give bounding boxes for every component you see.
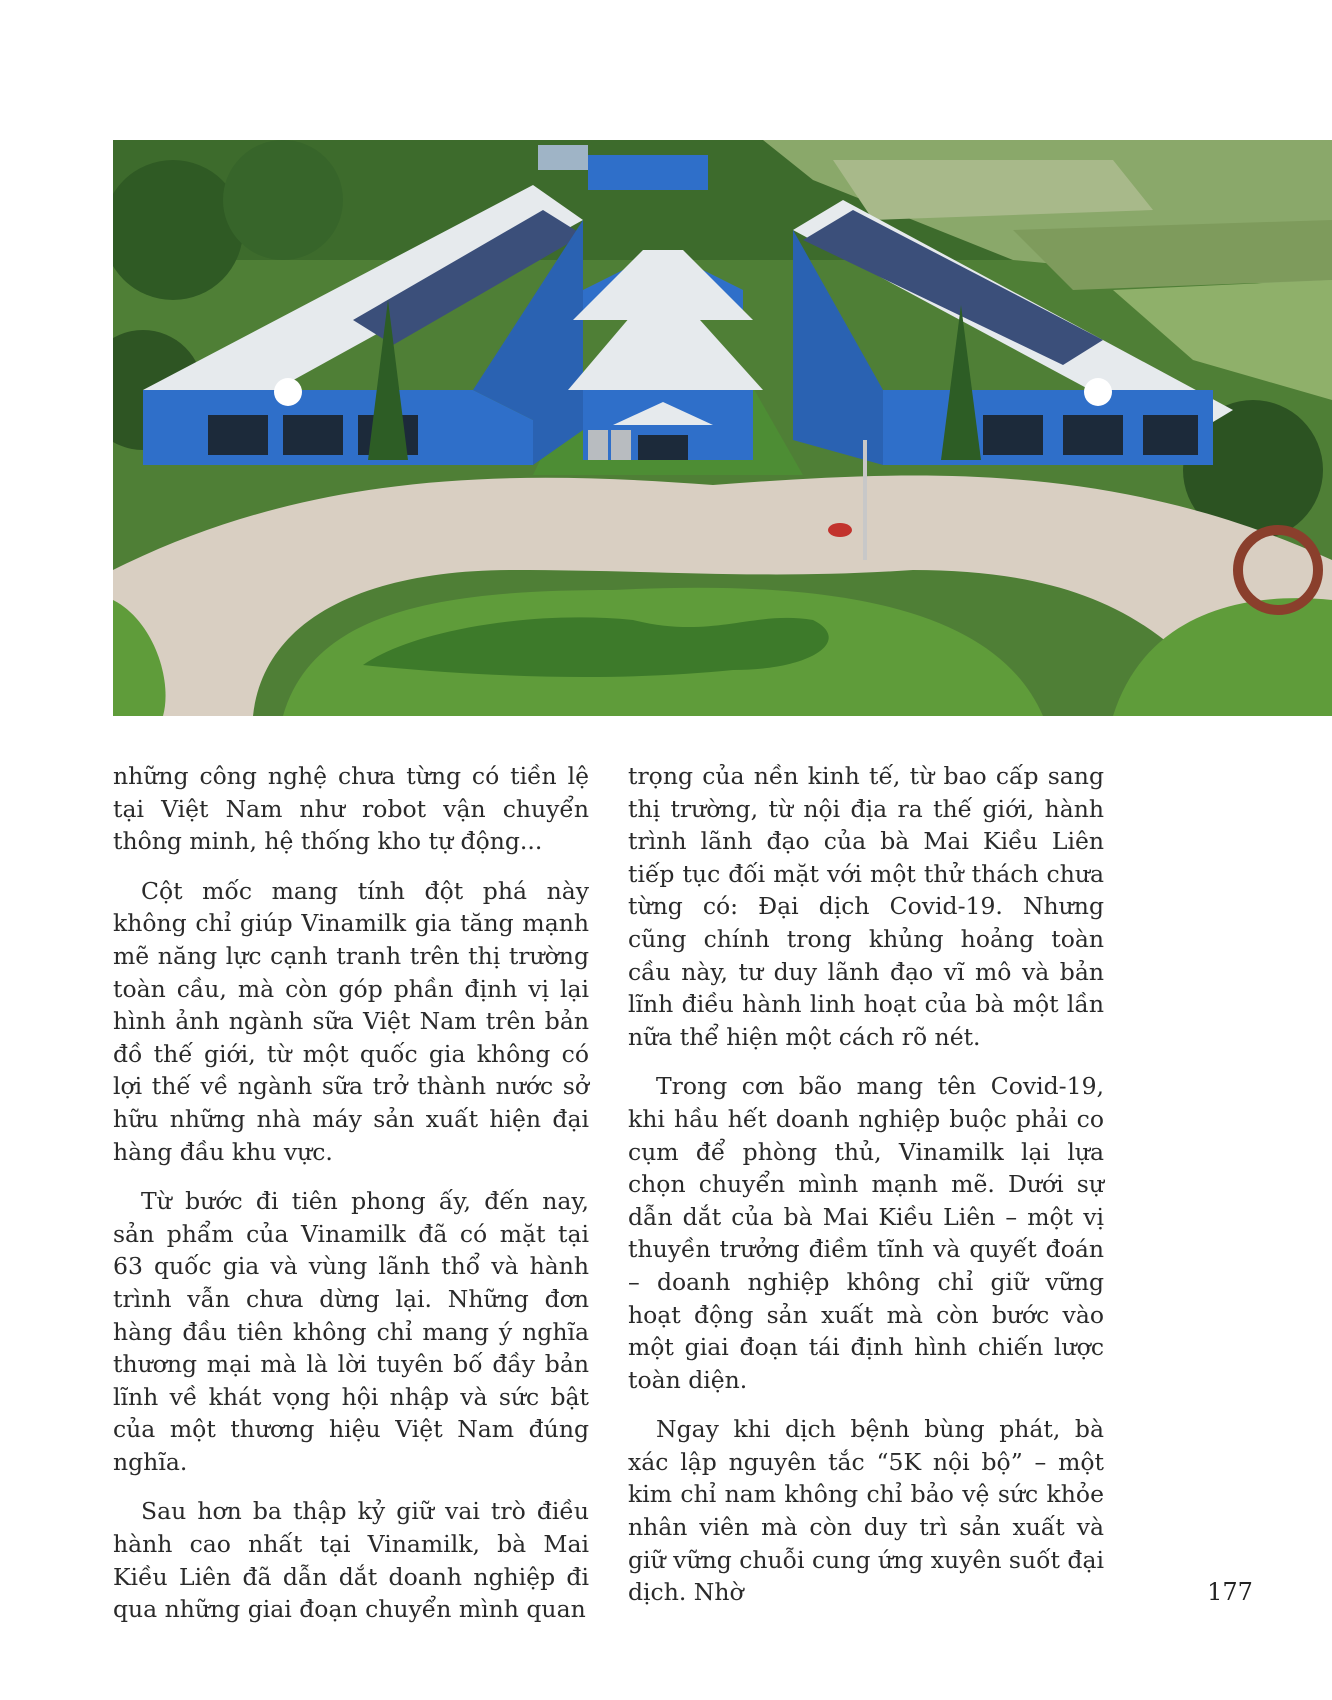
farm-aerial-photo (113, 140, 1332, 716)
paragraph: Ngay khi dịch bệnh bùng phát, bà xác lập nguyên tắc “5K nội bộ” – một kim chỉ nam không chỉ bảo vệ sức khỏe nhân viên mà còn duy trì sản xuất và giữ vững chuỗi cung ứng xuyên suốt đại dịch. Nhờ (628, 1415, 1104, 1607)
paragraph: trọng của nền kinh tế, từ bao cấp sang thị trường, từ nội địa ra thế giới, hành trình lãnh đạo của bà Mai Kiều Liên tiếp tục đối mặt với một thử thách chưa từng có: Đại dịch Covid-19. Nhưng cũng chính trong khủng hoảng toàn cầu này, tư duy lãnh đạo vĩ mô và bản lĩnh điều hành linh hoạt của bà một lần nữa thể hiện một cách rõ nét. (628, 762, 1104, 1051)
left-text-column (113, 760, 589, 1643)
paragraph: Sau hơn ba thập kỷ giữ vai trò điều hành cao nhất tại Vinamilk, bà Mai Kiều Liên đã dẫn dắt doanh nghiệp đi qua những giai đoạn chuyển mình quan (113, 1497, 589, 1624)
paragraph: Trong cơn bão mang tên Covid-19, khi hầu hết doanh nghiệp buộc phải co cụm để phòng thủ, Vinamilk lại lựa chọn chuyển mình mạnh mẽ. Dưới sự dẫn dắt của bà Mai Kiều Liên – một vị thuyền trưởng điềm tĩnh và quyết đoán – doanh nghiệp không chỉ giữ vững hoạt động sản xuất mà còn bước vào một giai đoạn tái định hình chiến lược toàn diện. (628, 1072, 1104, 1394)
right-text-column (628, 760, 1104, 1626)
page-number: 177 (1207, 1578, 1253, 1606)
paragraph: những công nghệ chưa từng có tiền lệ tại Việt Nam như robot vận chuyển thông minh, hệ thống kho tự động... (113, 762, 589, 856)
paragraph: Từ bước đi tiên phong ấy, đến nay, sản phẩm của Vinamilk đã có mặt tại 63 quốc gia và vùng lãnh thổ và hành trình vẫn chưa dừng lại. Những đơn hàng đầu tiên không chỉ mang ý nghĩa thương mại mà là lời tuyên bố đầy bản lĩnh về khát vọng hội nhập và sức bật của một thương hiệu Việt Nam đúng nghĩa. (113, 1187, 589, 1476)
paragraph: Cột mốc mang tính đột phá này không chỉ giúp Vinamilk gia tăng mạnh mẽ năng lực cạnh tranh trên thị trường toàn cầu, mà còn góp phần định vị lại hình ảnh ngành sữa Việt Nam trên bản đồ thế giới, từ một quốc gia không có lợi thế về ngành sữa trở thành nước sở hữu những nhà máy sản xuất hiện đại hàng đầu khu vực. (113, 876, 589, 1166)
